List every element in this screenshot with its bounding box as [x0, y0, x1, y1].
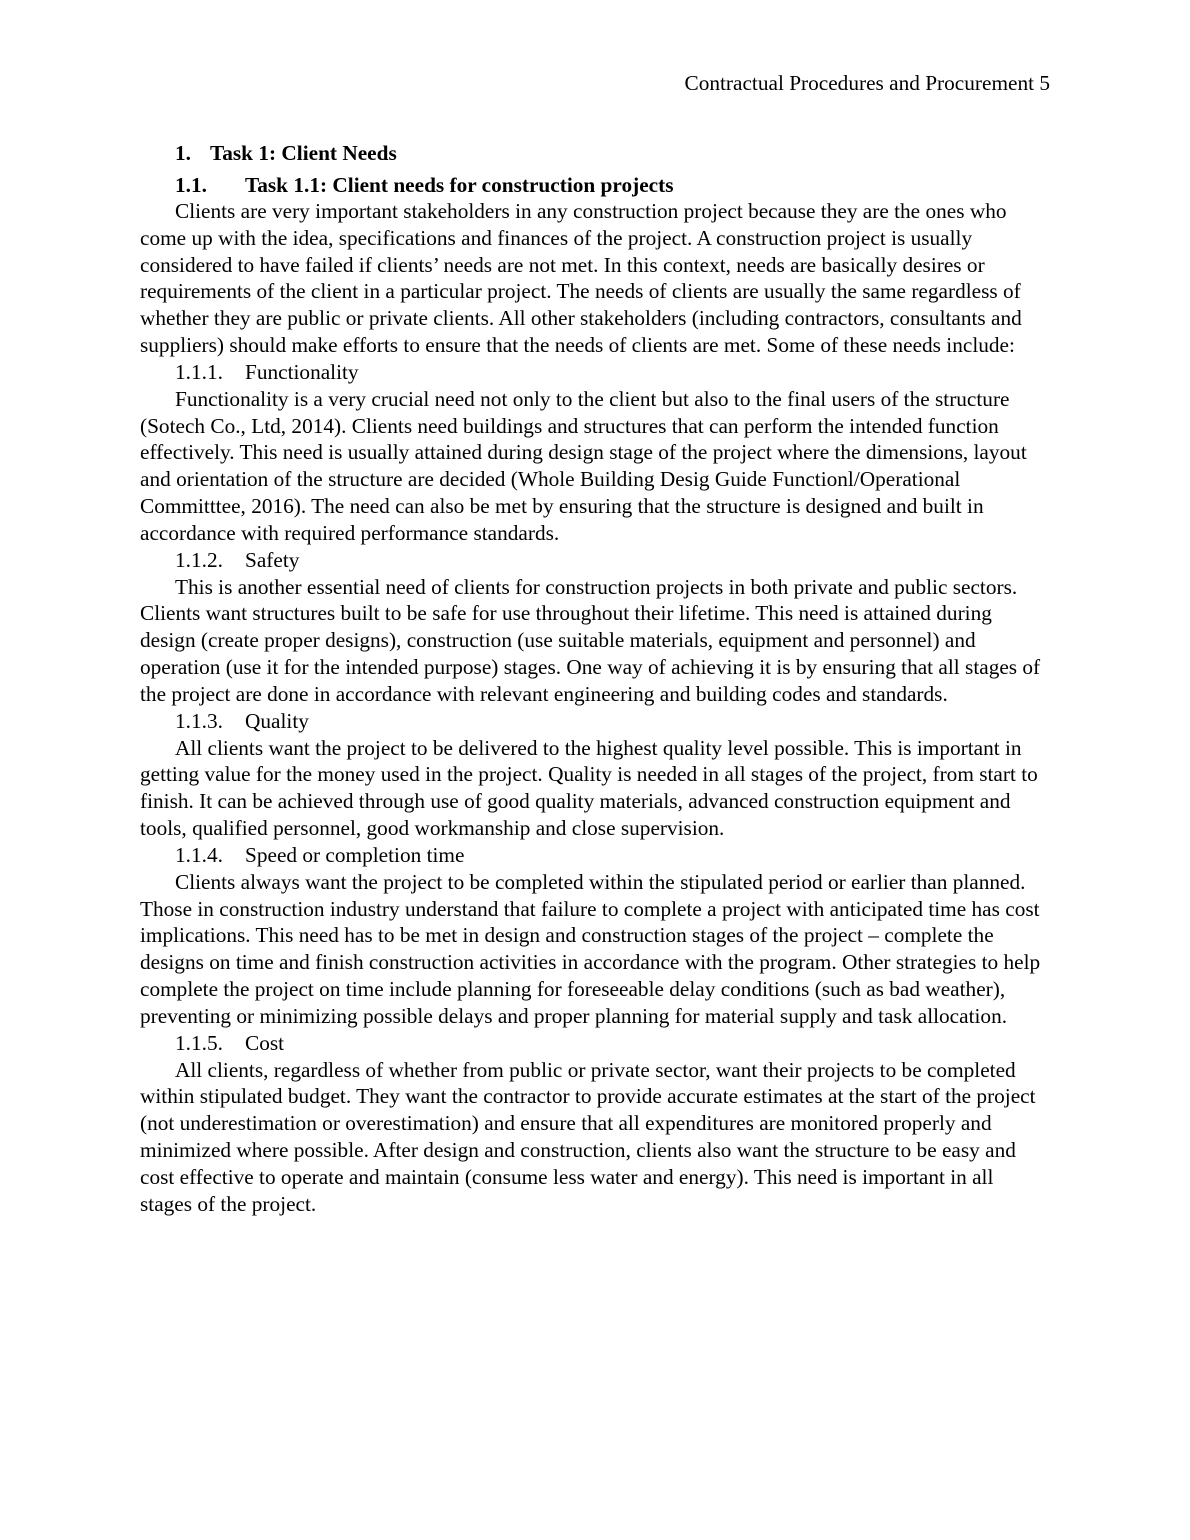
subsection-title: Task 1.1: Client needs for construction projects	[245, 173, 674, 197]
need-number: 1.1.5.	[175, 1030, 223, 1055]
need-heading-speed	[175, 842, 1050, 869]
need-number: 1.1.2.	[175, 547, 223, 572]
need-title: Cost	[245, 1030, 285, 1055]
section-heading	[175, 140, 1050, 167]
need-number: 1.1.1.	[175, 359, 223, 384]
need-title: Speed or completion time	[245, 842, 465, 867]
need-paragraph-functionality: Functionality is a very crucial need not only to the client but also to the final users of the structure (Sotech Co., Ltd, 2014). Clients need buildings and structures that can perform the intended function effectively. This need is usually attained during design stage of the project where the dimensions, layout and orientation of the structure are decided (Whole Building Desig Guide Functionl/Operational Committtee, 2016). The need can also be met by ensuring that the structure is designed and built in accordance with required performance standards.	[140, 386, 1027, 545]
running-header: Contractual Procedures and Procurement 5	[684, 71, 1050, 95]
need-heading-safety	[175, 547, 1050, 574]
need-number: 1.1.4.	[175, 842, 223, 867]
subsection-number: 1.1.	[175, 173, 207, 197]
need-paragraph-quality: All clients want the project to be delivered to the highest quality level possible. This is important in getting value for the money used in the project. Quality is needed in all stages of the project, from start to finish. It can be achieved through use of good quality materials, advanced construction equipment and tools, qualified personnel, good workmanship and close supervision.	[140, 735, 1038, 840]
subsection-heading	[175, 172, 1050, 198]
need-paragraph-speed: Clients always want the project to be completed within the stipulated period or earlier than planned. Those in construction industry understand that failure to complete a project with anticipated time has cost implications. This need has to be met in design and construction stages of the project – complete the designs on time and finish construction activities in accordance with the program. Other strategies to help complete the project on time include planning for foreseeable delay conditions (such as bad weather), preventing or minimizing possible delays and proper planning for material supply and task allocation.	[140, 869, 1041, 1028]
section-title: Task 1: Client Needs	[210, 141, 397, 165]
need-title: Quality	[245, 708, 309, 733]
document-body	[140, 140, 1050, 1217]
intro-paragraph: Clients are very important stakeholders in any construction project because they are the ones who come up with the idea, specifications and finances of the project. A construction project is usually considered to have failed if clients’ needs are not met. In this context, needs are basically desires or requirements of the client in a particular project. The needs of clients are usually the same regardless of whether they are public or private clients. All other stakeholders (including contractors, consultants and suppliers) should make efforts to ensure that the needs of clients are met. Some of these needs include:	[140, 199, 1022, 357]
need-title: Functionality	[245, 359, 359, 384]
need-title: Safety	[245, 547, 300, 572]
need-heading-functionality	[175, 359, 1050, 386]
need-number: 1.1.3.	[175, 708, 223, 733]
need-heading-cost	[175, 1030, 1050, 1057]
need-paragraph-cost: All clients, regardless of whether from public or private sector, want their projects to be completed within stipulated budget. They want the contractor to provide accurate estimates at the start of the project (not underestimation or overestimation) and ensure that all expenditures are monitored properly and minimized where possible. After design and construction, clients also want the structure to be easy and cost effective to operate and maintain (consume less water and energy). This need is important in all stages of the project.	[140, 1057, 1036, 1216]
need-heading-quality	[175, 708, 1050, 735]
need-paragraph-safety: This is another essential need of clients for construction projects in both private and public sectors. Clients want structures built to be safe for use throughout their lifetime. This need is attained during design (create proper designs), construction (use suitable materials, equipment and personnel) and operation (use it for the intended purpose) stages. One way of achieving it is by ensuring that all stages of the project are done in accordance with relevant engineering and building codes and standards.	[140, 574, 1041, 706]
section-number: 1.	[175, 141, 191, 165]
